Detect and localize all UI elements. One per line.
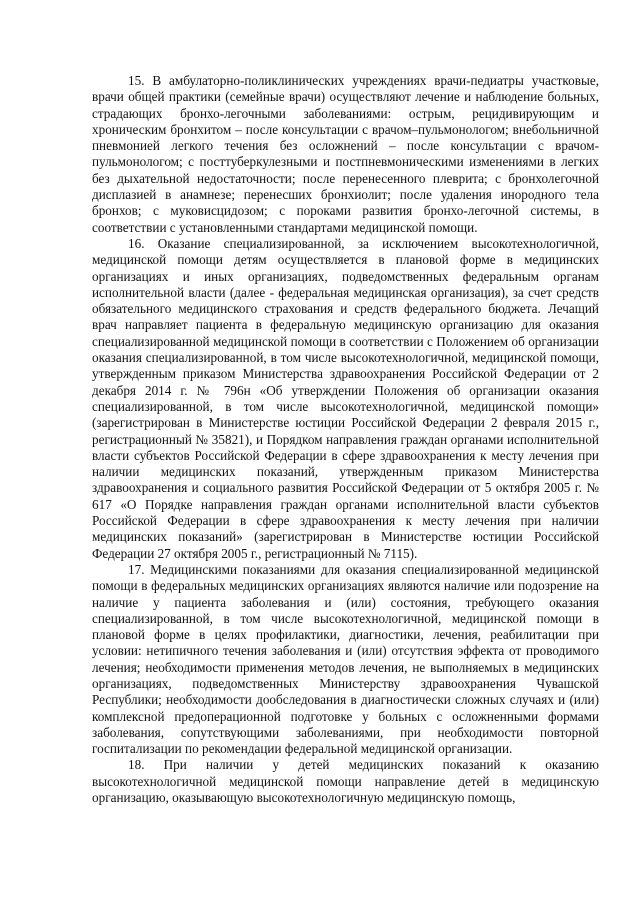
paragraph-15: 15. В амбулаторно-поликлинических учреждениях врачи-педиатры участковые, врачи общей практики (семейные врачи) осуществляют лечение и наблюдение больных, страдающих бронхо-легочными заболеваниями: острым, рецидивирующим и хроническим бронхитом – после консультации с врачом–пульмонологом; внебольничной пневмонией легкого течения без осложнений – после консультации с врачом-пульмонологом; с посттуберкулезными и постпневмоническими изменениями в легких без дыхательной недостаточности; после перенесенного плеврита; с бронхолегочной дисплазией в анамнезе; перенесших бронхиолит; после удаления инородного тела бронхов; с муковисцидозом; с пороками развития бронхо-легочной системы, в соответствии с установленными стандартами медицинской помощи. <box>92 73 599 235</box>
paragraph-16: 16. Оказание специализированной, за исключением высокотехнологичной, медицинской помощи детям осуществляется в плановой форме в медицинских организациях и иных организациях, подведомственных федеральным органам исполнительной власти (далее - федеральная медицинская организация), за счет средств обязательного медицинского страхования и средств федерального бюджета. Лечащий врач направляет пациента в федеральную медицинскую организацию для оказания специализированной медицинской помощи в соответствии с Положением об организации оказания специализированной, в том числе высокотехнологичной, медицинской помощи, утвержденным приказом Министерства здравоохранения Российской Федерации от 2 декабря 2014 г. № 796н «Об утверждении Положения об организации оказания специализированной, в том числе высокотехнологичной, медицинской помощи» (зарегистрирован в Министерстве юстиции Российской Федерации 2 февраля 2015 г., регистрационный № 35821), и Порядком направления граждан органами исполнительной власти субъектов Российской Федерации в сфере здравоохранения к месту лечения при наличии медицинских показаний, утвержденным приказом Министерства здравоохранения и социального развития Российской Федерации от 5 октября 2005 г. № 617 «О Порядке направления граждан органами исполнительной власти субъектов Российской Федерации в сфере здравоохранения к месту лечения при наличии медицинских показаний» (зарегистрирован в Министерстве юстиции Российской Федерации 27 октября 2005 г., регистрационный № 7115). <box>92 235 599 561</box>
paragraph-18: 18. При наличии у детей медицинских показаний к оказанию высокотехнологичной медицинской помощи направление детей в медицинскую организацию, оказывающую высокотехнологичную медицинскую помощь, <box>92 757 599 806</box>
paragraph-17: 17. Медицинскими показаниями для оказания специализированной медицинской помощи в федеральных медицинских организациях являются наличие или подозрение на наличие у пациента заболевания и (или) состояния, требующего оказания специализированной, в том числе высокотехнологичной, медицинской помощи в плановой форме в целях профилактики, диагностики, лечения, реабилитации при условии: нетипичного течения заболевания и (или) отсутствия эффекта от проводимого лечения; необходимости применения методов лечения, не выполняемых в медицинских организациях, подведомственных Министерству здравоохранения Чувашской Республики; необходимости дообследования в диагностически сложных случаях и (или) комплексной предоперационной подготовке у больных с осложненными формами заболевания, сопутствующими заболеваниями, при необходимости повторной госпитализации по рекомендации федеральной медицинской организации. <box>92 561 599 757</box>
document-body <box>92 73 599 806</box>
